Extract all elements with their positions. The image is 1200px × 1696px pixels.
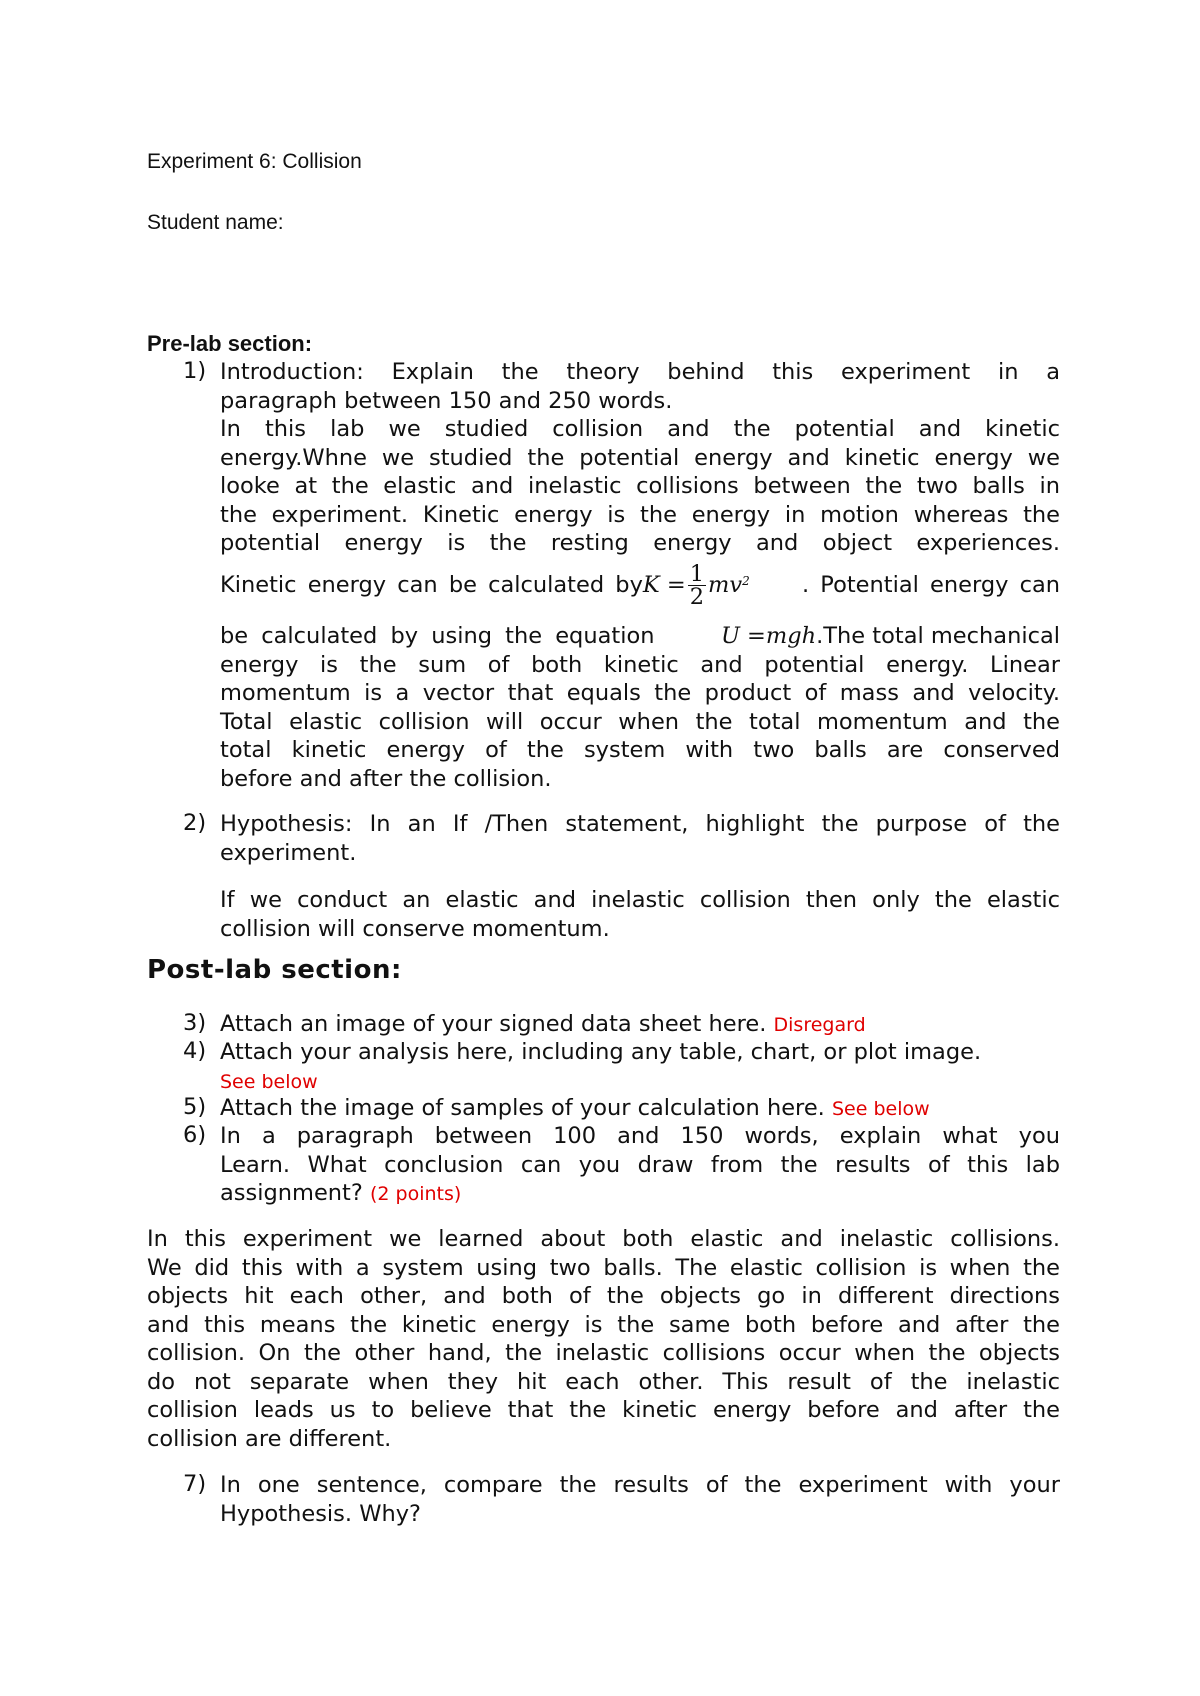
q5-line [220, 1094, 930, 1124]
q3-number: 3) [183, 1010, 207, 1036]
q6-line: Learn. What conclusion can you draw from the results of this lab [220, 1151, 1060, 1178]
q2-line: Hypothesis: In an If /Then statement, highlight the purpose of the [220, 811, 1060, 837]
q5-text: Attach the image of samples of your calculation here. [220, 1095, 825, 1121]
q2-line: experiment. [220, 839, 357, 866]
page-title: Experiment 6: Collision [147, 150, 362, 173]
kinetic-suffix: . Potential energy can [802, 571, 1060, 598]
q4-number: 4) [183, 1038, 207, 1064]
q1-answer-line: potential energy is the resting energy and object experiences. [220, 530, 1060, 556]
q6-last-line: assignment? [220, 1180, 363, 1206]
k-lhs: K = [642, 571, 686, 598]
q1-rest-line: total kinetic energy of the system with two balls are conserved [220, 737, 1060, 763]
q1-answer-line: the experiment. Kinetic energy is the energy in motion whereas the [220, 501, 1060, 528]
student-name-label: Student name: [147, 211, 284, 234]
q1-answer-line: energy.Whne we studied the potential energy and kinetic energy we [220, 444, 1060, 471]
q4-text: Attach your analysis here, including any table, chart, or plot image. [220, 1039, 982, 1065]
potential-formula-line [220, 622, 1060, 651]
q2-number: 2) [183, 810, 207, 836]
q1-line: Introduction: Explain the theory behind this experiment in a [220, 359, 1060, 385]
q5-number: 5) [183, 1094, 207, 1120]
q6-line: In a paragraph between 100 and 150 words, explain what you [220, 1123, 1060, 1149]
q6-answer-line: In this experiment we learned about both elastic and inelastic collisions. [147, 1226, 1060, 1252]
potential-prefix: be calculated by using the equation [220, 623, 655, 649]
q1-rest-line: before and after the collision. [220, 765, 552, 792]
k-exponent: 2 [742, 573, 750, 588]
k-fraction [688, 560, 706, 610]
q7-line: In one sentence, compare the results of the experiment with your [220, 1472, 1060, 1498]
prelab-heading: Pre-lab section: [147, 331, 313, 356]
kinetic-formula-line [220, 560, 1060, 610]
q6-answer-line: do not separate when they hit each other. This result of the inelastic [147, 1368, 1060, 1395]
k-rhs: mv [708, 571, 743, 598]
u-formula: U =mgh [720, 623, 817, 649]
q3-line [220, 1010, 866, 1040]
q1-number: 1) [183, 358, 207, 384]
kinetic-prefix: Kinetic energy can be calculated by [220, 571, 643, 598]
q6-number: 6) [183, 1122, 207, 1148]
q6-answer-line: objects hit each other, and both of the objects go in different directions [147, 1283, 1060, 1309]
q6-answer-line: collision. On the other hand, the inelastic collisions occur when the objects [147, 1340, 1060, 1366]
q3-note: Disregard [773, 1014, 866, 1036]
q3-text: Attach an image of your signed data sheet here. [220, 1011, 767, 1037]
q5-note: See below [831, 1098, 930, 1120]
q1-rest-line: momentum is a vector that equals the product of mass and velocity. [220, 680, 1060, 706]
q1-answer-line: In this lab we studied collision and the potential and kinetic [220, 416, 1060, 442]
postlab-heading: Post-lab section: [147, 955, 402, 985]
q7-line: Hypothesis. Why? [220, 1500, 421, 1527]
q4-note: See below [220, 1071, 318, 1093]
kinetic-formula [642, 560, 750, 610]
q1-line: paragraph between 150 and 250 words. [220, 387, 673, 414]
q1-rest-line: Total elastic collision will occur when the total momentum and the [220, 708, 1060, 735]
q1-rest-line: energy is the sum of both kinetic and potential energy. Linear [220, 651, 1060, 678]
q6-answer-line: collision are different. [147, 1425, 392, 1452]
k-frac-numerator: 1 [689, 560, 705, 587]
k-frac-denominator: 2 [689, 583, 705, 610]
q6-answer-line: and this means the kinetic energy is the same both before and after the [147, 1311, 1060, 1338]
q6-note: (2 points) [369, 1183, 462, 1205]
q7-number: 7) [183, 1471, 207, 1497]
q2-answer-line: collision will conserve momentum. [220, 915, 610, 942]
q6-answer-line: We did this with a system using two balls. The elastic collision is when the [147, 1254, 1060, 1281]
q6-answer-line: collision leads us to believe that the kinetic energy before and after the [147, 1397, 1060, 1423]
q1-answer-line: looke at the elastic and inelastic collisions between the two balls in [220, 473, 1060, 499]
q2-answer-line: If we conduct an elastic and inelastic collision then only the elastic [220, 887, 1060, 913]
potential-suffix: .The total mechanical [816, 623, 1060, 649]
